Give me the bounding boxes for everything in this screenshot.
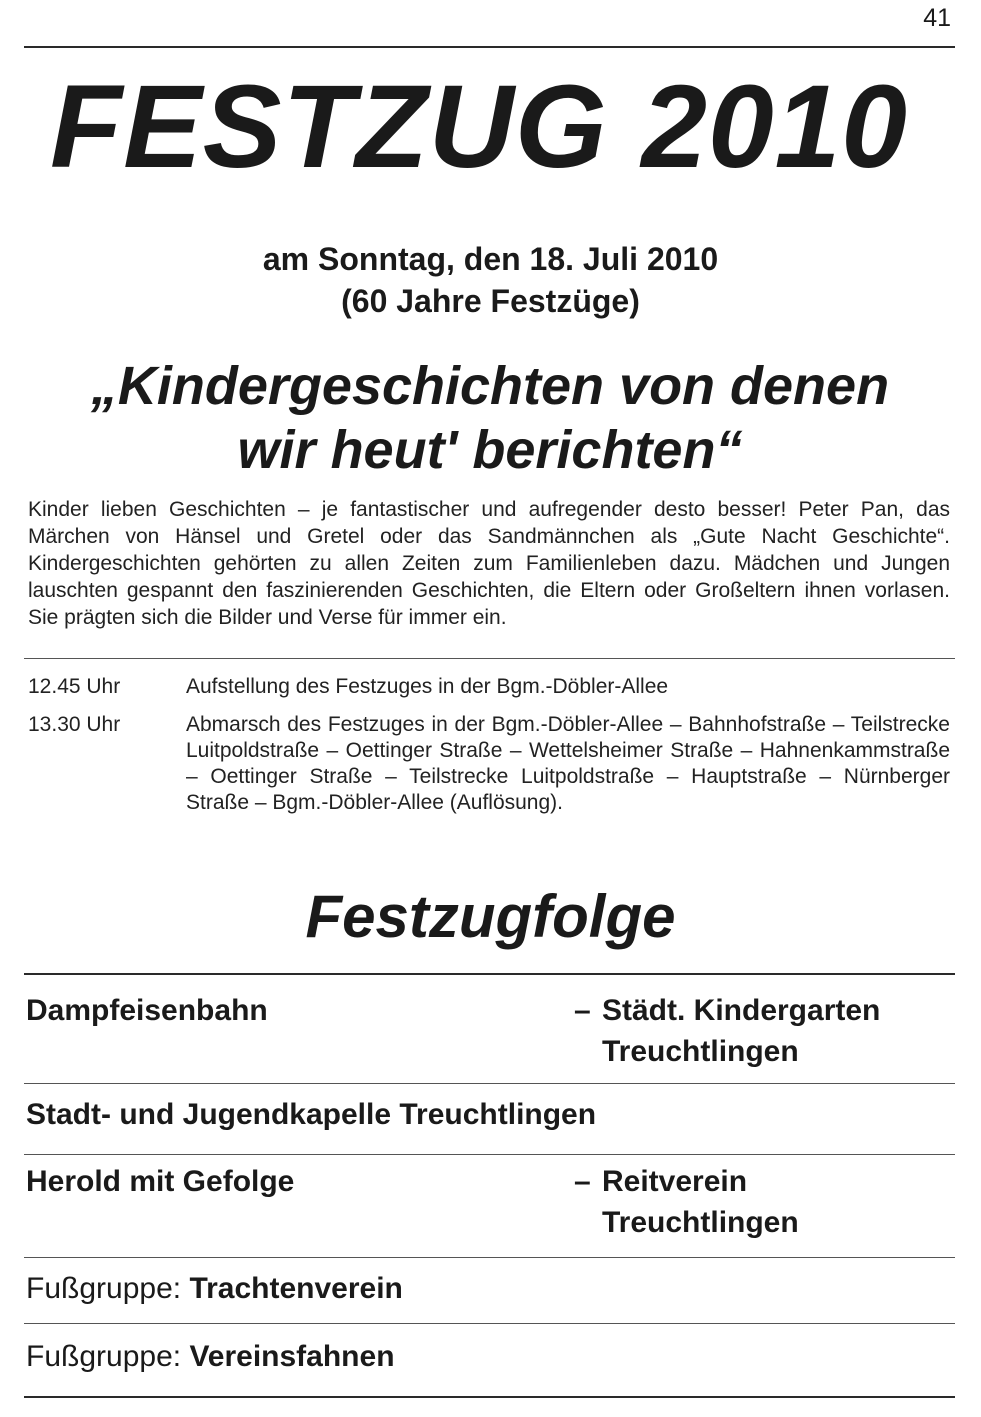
schedule-row	[28, 674, 950, 700]
schedule-text: Abmarsch des Festzuges in der Bgm.-Döbler-Allee – Bahnhofstraße – Teilstrecke Luitpoldstraße – Oettinger Straße – Wettelsheimer Straße – Hahnenkammstraße – Oettinger Straße – Teilstrecke Luitpoldstraße – Hauptstraße – Nürnberger Straße – Bgm.-Döbler-Allee (Auflösung).	[186, 713, 950, 814]
entry-group-line: Treuchtlingen	[602, 1206, 799, 1239]
entry-group	[574, 1161, 799, 1243]
entry-name: Herold mit Gefolge	[26, 1165, 295, 1198]
divider	[24, 973, 955, 975]
entry-name: Dampfeisenbahn	[26, 994, 268, 1027]
divider	[24, 1257, 955, 1258]
entry-prefix: Fußgruppe:	[26, 1272, 182, 1305]
page-number: 41	[923, 4, 951, 32]
date-line: am Sonntag, den 18. Juli 2010	[262, 241, 719, 277]
entry-group-line: Treuchtlingen	[602, 1035, 799, 1068]
entry-prefix: Fußgruppe:	[26, 1340, 182, 1373]
entry-dash: –	[574, 994, 591, 1027]
divider	[24, 1323, 955, 1324]
entry-group-line: Reitverein	[602, 1165, 748, 1198]
motto-line-2: wir heut' berichten“	[237, 420, 743, 480]
schedule-text: Aufstellung des Festzuges in der Bgm.-Döbler-Allee	[186, 675, 669, 698]
date-block	[0, 238, 981, 322]
footer-rule	[24, 1396, 955, 1398]
entry-group-line: Städt. Kindergarten	[602, 994, 881, 1027]
header-rule	[24, 46, 955, 48]
schedule	[28, 674, 950, 828]
entry-name: Vereinsfahnen	[189, 1340, 395, 1373]
entry-group	[574, 990, 880, 1072]
divider	[24, 1154, 955, 1155]
entry-name: Trachtenverein	[189, 1272, 403, 1305]
schedule-time: 13.30 Uhr	[28, 713, 121, 736]
entry-line	[26, 1336, 395, 1377]
section-title: Festzugfolge	[305, 883, 676, 950]
entry-line	[26, 1268, 403, 1309]
intro-paragraph: Kinder lieben Geschichten – je fantastischer und aufregender desto besser! Peter Pan, das Märchen von Hänsel und Gretel oder das Sandmännchen als „Gute Nacht Geschichte“. Kindergeschichten gehörten zu allen Zeiten zum Familienleben dazu. Mädchen und Jungen lauschten gespannt den faszinierenden Geschichten, die Eltern oder Großeltern ihnen vorlasen. Sie prägten sich die Bilder und Verse für immer ein.	[28, 498, 950, 629]
entry-dash: –	[574, 1165, 591, 1198]
entry-name: Stadt- und Jugendkapelle Treuchtlingen	[26, 1098, 597, 1131]
page-title: FESTZUG 2010	[50, 61, 908, 193]
schedule-time: 12.45 Uhr	[28, 675, 121, 698]
divider	[24, 658, 955, 659]
divider	[24, 1083, 955, 1084]
schedule-row	[28, 712, 950, 816]
motto	[30, 354, 950, 482]
motto-line-1: „Kindergeschichten von denen	[90, 356, 890, 416]
anniversary-line: (60 Jahre Festzüge)	[341, 283, 640, 319]
